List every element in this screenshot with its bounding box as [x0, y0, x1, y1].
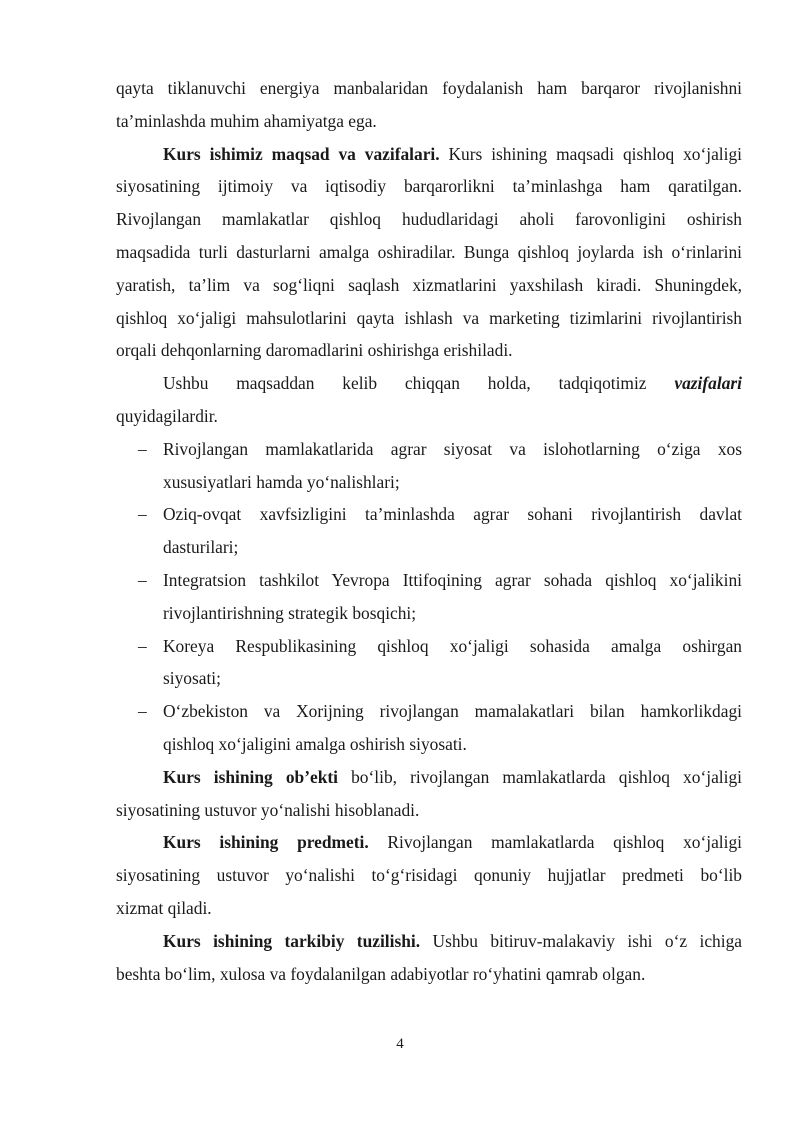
text-line: siyosatining ijtimoiy va iqtisodiy barqarorlikni ta’minlashga ham qaratilgan. [116, 176, 742, 197]
paragraph-tasks [116, 367, 742, 400]
list-item: – Koreya Respublikasining qishloq xo‘jaligi sohasida amalga oshirgan [116, 630, 742, 663]
paragraph-object: Kurs ishining ob’ekti bo‘lib, rivojlangan mamlakatlarda qishloq xo‘jaligi [163, 766, 742, 787]
dash-bullet: – [138, 504, 147, 525]
text-line: ta’minlashda muhim ahamiyatga ega. [116, 110, 377, 131]
text-line: Rivojlangan mamlakatlar qishloq hududlaridagi aholi farovonligini oshirish [116, 209, 742, 230]
heading-structure: Kurs ishining tarkibiy tuzilishi. [163, 930, 421, 951]
list-item-continuation: dasturilari; [163, 537, 239, 558]
heading-object: Kurs ishining ob’ekti [163, 766, 338, 787]
dash-bullet: – [138, 569, 147, 590]
text-line: yaratish, ta’lim va sog‘liqni saqlash xizmatlarini yaxshilash kiradi. Shuningdek, [116, 274, 742, 295]
dash-bullet: – [138, 438, 147, 459]
text-line: Kurs ishining maqsadi qishloq xo‘jaligi [448, 143, 742, 164]
text-line: maqsadida turli dasturlarni amalga oshiradilar. Bunga qishloq joylarda ish o‘rinlarini [116, 241, 742, 262]
paragraph-subject: Kurs ishining predmeti. Rivojlangan mamlakatlarda qishloq xo‘jaligi [163, 832, 742, 853]
text-line: siyosatining ustuvor yo‘nalishi hisoblanadi. [116, 799, 420, 820]
text-line: siyosatining ustuvor yo‘nalishi to‘g‘risidagi qonuniy hujjatlar predmeti bo‘lib [116, 865, 742, 886]
paragraph-structure: Kurs ishining tarkibiy tuzilishi. Ushbu bitiruv-malakaviy ishi o‘z ichiga [163, 930, 742, 951]
text-line: beshta bo‘lim, xulosa va foydalanilgan adabiyotlar ro‘yhatini qamrab olgan. [116, 963, 646, 984]
dash-bullet: – [138, 701, 147, 722]
heading-subject: Kurs ishining predmeti. [163, 832, 369, 853]
paragraph-goals [116, 138, 742, 171]
list-item: – Oziq-ovqat xavfsizligini ta’minlashda agrar sohani rivojlantirish davlat [116, 498, 742, 531]
heading-goals: Kurs ishimiz maqsad va vazifalari. [163, 143, 440, 164]
text-line: quyidagilardir. [116, 405, 218, 426]
dash-bullet: – [138, 635, 147, 656]
list-item-continuation: rivojlantirishning strategik bosqichi; [163, 602, 417, 623]
list-item-continuation: xususiyatlari hamda yo‘nalishlari; [163, 471, 400, 492]
list-item-continuation: siyosati; [163, 668, 221, 689]
text-line: orqali dehqonlarning daromadlarini oshirishga erishiladi. [116, 340, 513, 361]
list-item: – O‘zbekiston va Xorijning rivojlangan mamalakatlari bilan hamkorlikdagi [116, 695, 742, 728]
list-item: – Integratsion tashkilot Yevropa Ittifoqining agrar sohada qishloq xo‘jalikini [116, 564, 742, 597]
list-item-continuation: qishloq xo‘jaligini amalga oshirish siyosati. [163, 733, 467, 754]
page-number: 4 [396, 1036, 404, 1052]
text-line: Ushbu maqsaddan kelib chiqqan holda, tadqiqotimiz [163, 373, 647, 394]
emphasis-tasks: vazifalari [674, 373, 742, 394]
text-line: qayta tiklanuvchi energiya manbalaridan foydalanish ham barqaror rivojlanishni [116, 78, 742, 98]
text-line: xizmat qiladi. [116, 897, 212, 918]
document-body [116, 72, 742, 990]
list-item: – Rivojlangan mamlakatlarida agrar siyosat va islohotlarning o‘ziga xos [116, 433, 742, 466]
text-line: qishloq xo‘jaligi mahsulotlarini qayta ishlash va marketing tizimlarini rivojlantirish [116, 307, 742, 328]
